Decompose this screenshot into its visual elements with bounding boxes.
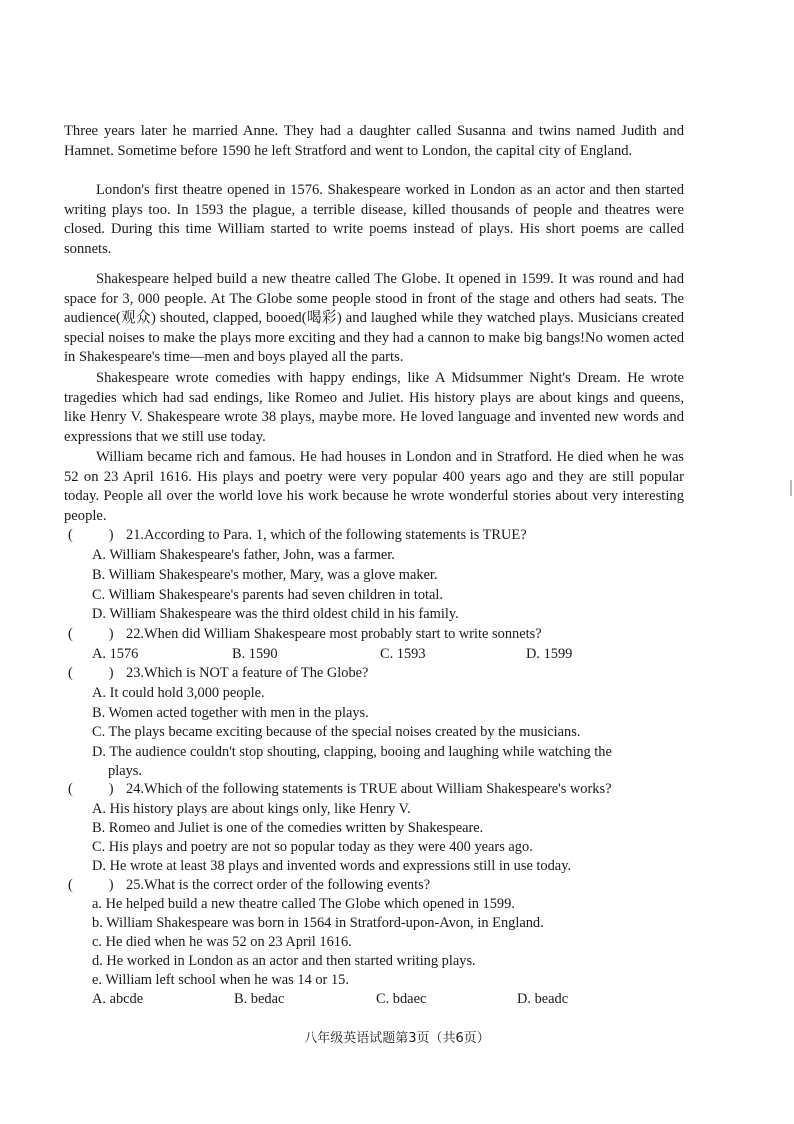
option-25-d: D. beadc	[517, 991, 569, 1007]
option-25-c: C. bdaec	[376, 991, 427, 1007]
page-footer: 八年级英语试题第3页（共6页）	[304, 1031, 490, 1046]
option-23-a: A. It could hold 3,000 people.	[92, 685, 265, 701]
answer-blank-24[interactable]: ( )	[68, 781, 114, 797]
option-21-a: A. William Shakespeare's father, John, was a farmer.	[92, 547, 395, 563]
question-stem-25: 25.What is the correct order of the following events?	[126, 877, 431, 893]
option-23-d-line-2: plays.	[108, 763, 142, 779]
question-25	[68, 876, 688, 895]
question-22	[68, 625, 688, 644]
passage-paragraph-2: London's first theatre opened in 1576. Shakespeare worked in London as an actor and then started writing plays too. In 1593 the plague, a terrible disease, killed thousands of people and theatres were closed. During this time William started to write poems instead of plays. His short poems are called sonnets.	[64, 182, 684, 257]
answer-blank-25[interactable]: ( )	[68, 877, 114, 893]
answer-blank-23[interactable]: ( )	[68, 665, 114, 681]
event-25-e: e. William left school when he was 14 or 15.	[92, 972, 349, 988]
question-24	[68, 780, 688, 799]
option-23-c: C. The plays became exciting because of the special noises created by the musicians.	[92, 724, 581, 740]
option-23-d-line-1: D. The audience couldn't stop shouting, clapping, booing and laughing while watching the	[92, 744, 612, 760]
option-25-a: A. abcde	[92, 991, 144, 1007]
option-21-c: C. William Shakespeare's parents had seven children in total.	[92, 587, 444, 603]
options-22	[92, 645, 682, 664]
passage-paragraph-5: William became rich and famous. He had houses in London and in Stratford. He died when he was 52 on 23 April 1616. His plays and poetry were very popular 400 years ago and they are still popular today. People all over the world love his work because he wrote wonderful stories about very interesting people.	[64, 449, 684, 524]
event-25-a: a. He helped build a new theatre called The Globe which opened in 1599.	[92, 896, 515, 912]
question-stem-21: 21.According to Para. 1, which of the following statements is TRUE?	[126, 527, 527, 543]
passage-paragraph-1: Three years later he married Anne. They had a daughter called Susanna and twins named Judith and Hamnet. Sometime before 1590 he left Stratford and went to London, the capital city of England.	[64, 123, 684, 159]
passage-paragraph-3: Shakespeare helped build a new theatre called The Globe. It opened in 1599. It was round and had space for 3, 000 people. At The Globe some people stood in front of the stage and others had seats. The audience(观众) shouted, clapped, booed(喝彩) and laughed while they watched plays. Musicians created special noises to make the plays more exciting and they had a cannon to make big bangs!No women acted in Shakespeare's time—men and boys played all the parts.	[64, 271, 684, 366]
option-25-b: B. bedac	[234, 991, 285, 1007]
event-25-d: d. He worked in London as an actor and then started writing plays.	[92, 953, 476, 969]
options-25	[92, 990, 682, 1009]
option-22-a: A. 1576	[92, 646, 139, 662]
option-24-b: B. Romeo and Juliet is one of the comedies written by Shakespeare.	[92, 820, 484, 836]
option-24-c: C. His plays and poetry are not so popular today as they were 400 years ago.	[92, 839, 533, 855]
option-22-c: C. 1593	[380, 646, 426, 662]
question-stem-24: 24.Which of the following statements is TRUE about William Shakespeare's works?	[126, 781, 612, 797]
option-24-a: A. His history plays are about kings only, like Henry V.	[92, 801, 411, 817]
option-22-b: B. 1590	[232, 646, 278, 662]
question-stem-22: 22.When did William Shakespeare most probably start to write sonnets?	[126, 626, 542, 642]
question-21	[68, 526, 688, 545]
answer-blank-21[interactable]: ( )	[68, 527, 114, 543]
option-23-b: B. Women acted together with men in the plays.	[92, 705, 369, 721]
question-23	[68, 664, 688, 683]
option-22-d: D. 1599	[526, 646, 573, 662]
question-stem-23: 23.Which is NOT a feature of The Globe?	[126, 665, 369, 681]
option-24-d: D. He wrote at least 38 plays and invented words and expressions still in use today.	[92, 858, 572, 874]
event-25-c: c. He died when he was 52 on 23 April 1616.	[92, 934, 352, 950]
passage-paragraph-4: Shakespeare wrote comedies with happy endings, like A Midsummer Night's Dream. He wrote tragedies which had sad endings, like Romeo and Juliet. His history plays are about kings and queens, like Henry V. Shakespeare wrote 38 plays, maybe more. He loved language and invented new words and expressions that we still use today.	[64, 370, 684, 445]
option-21-b: B. William Shakespeare's mother, Mary, was a glove maker.	[92, 567, 438, 583]
option-21-d: D. William Shakespeare was the third oldest child in his family.	[92, 606, 459, 622]
option-23-d	[92, 743, 682, 781]
answer-blank-22[interactable]: ( )	[68, 626, 114, 642]
event-25-b: b. William Shakespeare was born in 1564 in Stratford-upon-Avon, in England.	[92, 915, 544, 931]
scan-edge-mark	[790, 480, 792, 496]
